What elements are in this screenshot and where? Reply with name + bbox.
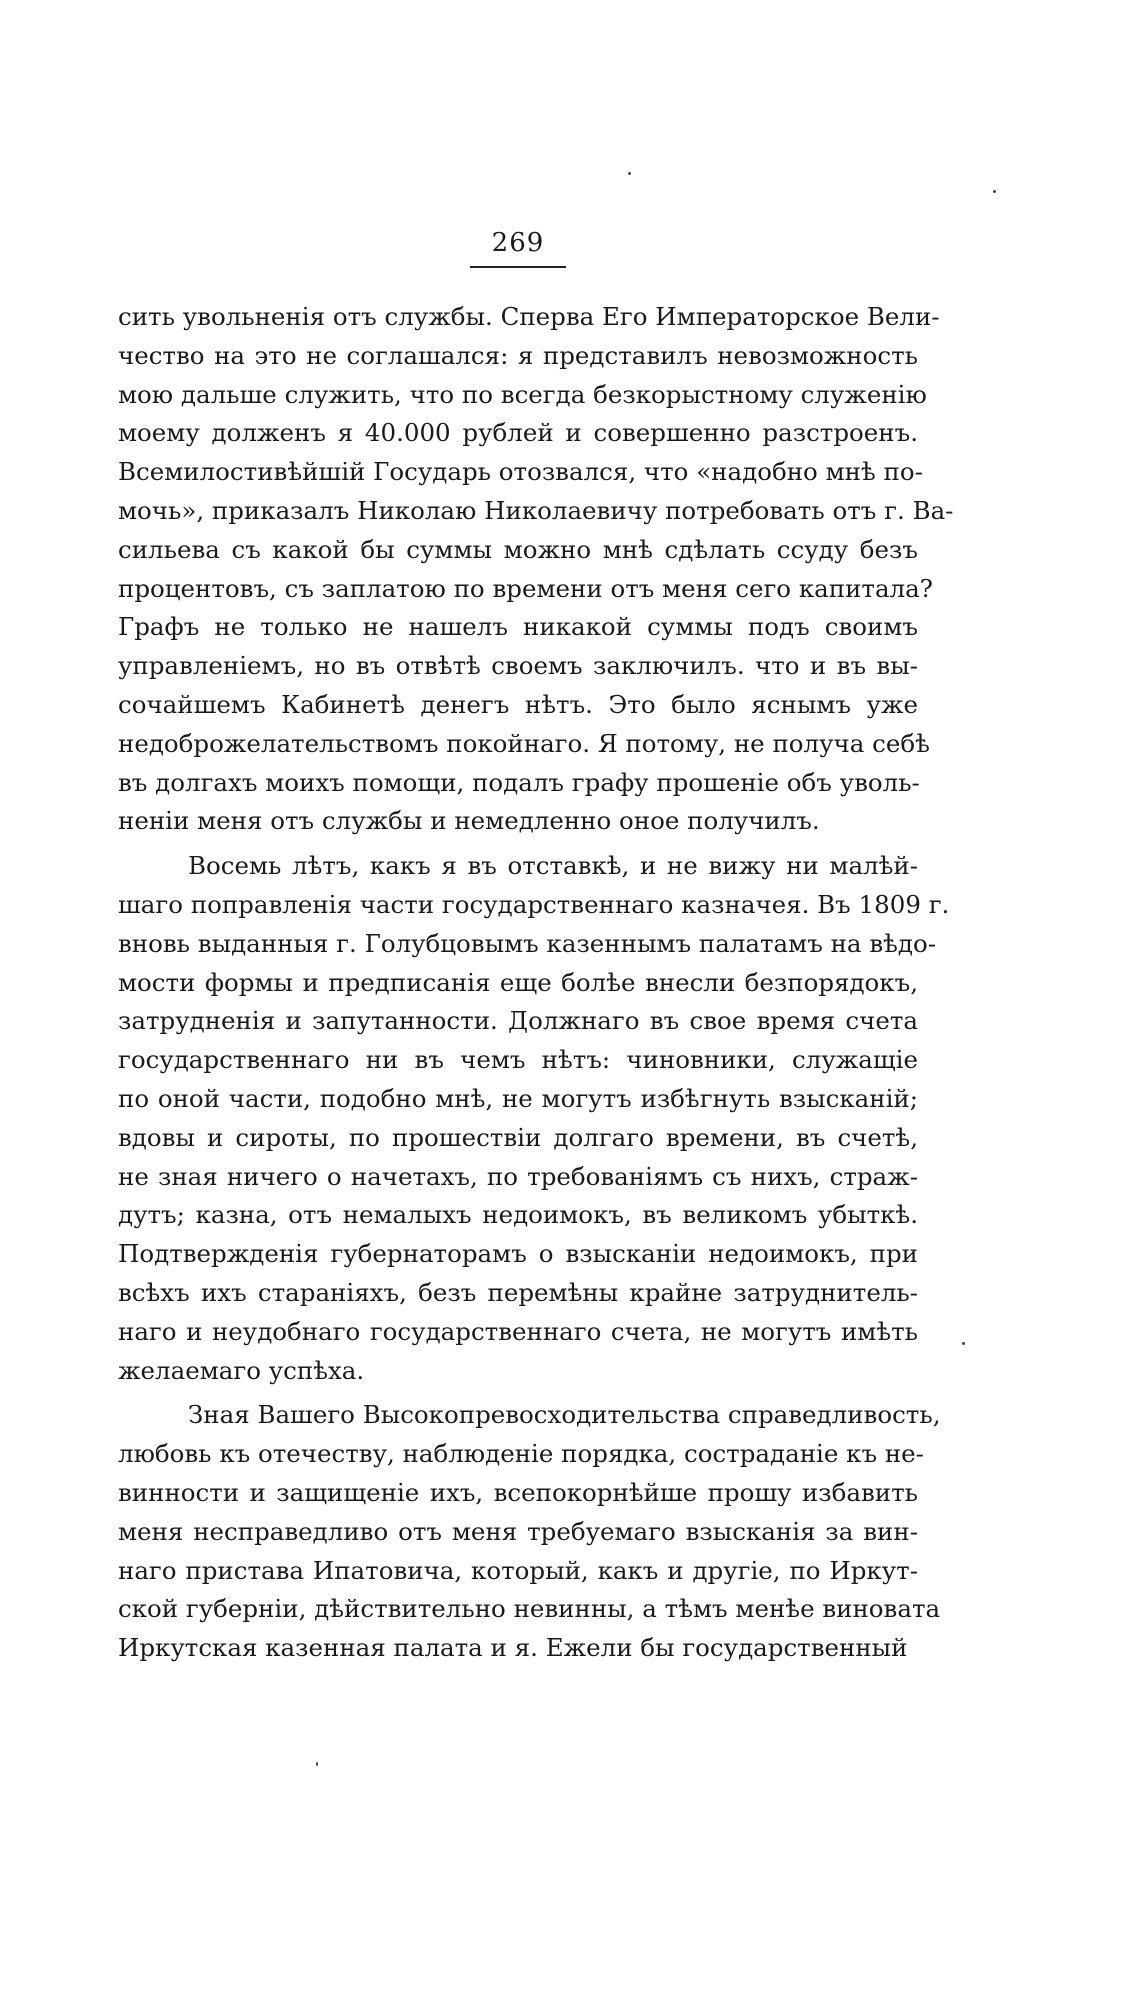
text-line: моему долженъ я 40.000 рублей и совершенно разстроенъ. (118, 418, 918, 448)
text-line: любовь къ отечеству, наблюденіе порядка, состраданіе къ не- (118, 1439, 924, 1469)
text-line: чество на это не соглашался: я представилъ невозможность (118, 340, 918, 370)
text-line: Восемь лѣтъ, какъ я въ отставкѣ, и не вижу ни малѣй- (188, 851, 918, 881)
text-line: мости формы и предписанія еще болѣе внесли безпорядокъ, (118, 967, 918, 997)
text-line: вдовы и сироты, по прошествіи долгаго времени, въ счетѣ, (118, 1122, 918, 1152)
page-number-rule (470, 266, 566, 268)
text-line: недоброжелательствомъ покойнаго. Я потому, не получа себѣ (118, 728, 930, 758)
paragraph (118, 298, 954, 841)
scan-speck (628, 172, 631, 175)
text-line: винности и защищеніе ихъ, всепокорнѣйше прошу избавить (118, 1477, 918, 1507)
text-line: по оной части, подобно мнѣ, не могутъ избѣгнуть взысканій; (118, 1083, 918, 1113)
scan-speck (993, 190, 996, 193)
text-line: наго пристава Ипатовича, который, какъ и другіе, по Иркут- (118, 1555, 918, 1585)
text-line: мою дальше служить, что по всегда безкорыстному служенію (118, 379, 927, 409)
text-line: мочь», приказалъ Николаю Николаевичу потребовать отъ г. Ва- (118, 495, 954, 525)
text-line: сильева съ какой бы суммы можно мнѣ сдѣлать ссуду безъ (118, 534, 918, 564)
text-line: сить увольненія отъ службы. Сперва Его Императорское Вели- (118, 302, 940, 331)
page-number: 269 (491, 228, 545, 258)
text-line: процентовъ, съ заплатою по времени отъ меня сего капитала? (118, 573, 933, 603)
text-line: вновь выданныя г. Голубцовымъ казеннымъ палатамъ на вѣдо- (118, 928, 936, 958)
paragraph (118, 847, 950, 1390)
paragraph (118, 1396, 941, 1668)
text-line: неніи меня отъ службы и немедленно оное получилъ. (118, 806, 820, 836)
text-line: не зная ничего о начетахъ, по требованіямъ съ нихъ, страж- (118, 1161, 918, 1191)
text-line: ской губерніи, дѣйствительно невинны, а тѣмъ менѣе виновата (118, 1594, 941, 1624)
body-text (118, 298, 954, 1668)
text-line: Подтвержденія губернаторамъ о взысканіи недоимокъ, при (118, 1239, 918, 1269)
text-line: Иркутская казенная палата и я. Ежели бы государственный (118, 1633, 908, 1663)
text-line: управленіемъ, но въ отвѣтѣ своемъ заключилъ. что и въ вы- (118, 651, 918, 681)
text-line: Графъ не только не нашелъ никакой суммы подъ своимъ (118, 612, 918, 642)
scan-speck (316, 1762, 318, 1766)
text-line: Зная Вашего Высокопревосходительства справедливость, (188, 1400, 941, 1430)
text-line: шаго поправленія части государственнаго казначея. Въ 1809 г. (118, 889, 950, 919)
text-line: наго и неудобнаго государственнаго счета, не могутъ имѣть (118, 1316, 918, 1346)
scan-speck (962, 1342, 965, 1345)
text-line: сочайшемъ Кабинетѣ денегъ нѣтъ. Это было яснымъ уже (118, 689, 918, 719)
text-line: Всемилостивѣйшій Государь отозвался, что «надобно мнѣ по- (118, 457, 923, 487)
text-line: государственнаго ни въ чемъ нѣтъ: чиновники, служащіе (118, 1045, 918, 1075)
text-line: желаемаго успѣха. (118, 1355, 365, 1385)
text-line: меня несправедливо отъ меня требуемаго взысканія за вин- (118, 1516, 918, 1546)
text-line: въ долгахъ моихъ помощи, подалъ графу прошеніе объ уволь- (118, 767, 920, 797)
text-line: дутъ; казна, отъ немалыхъ недоимокъ, въ великомъ убыткѣ. (118, 1200, 918, 1230)
text-line: затрудненія и запутанности. Должнаго въ свое время счета (118, 1006, 918, 1036)
text-line: всѣхъ ихъ стараніяхъ, безъ перемѣны крайне затруднитель- (118, 1277, 918, 1307)
